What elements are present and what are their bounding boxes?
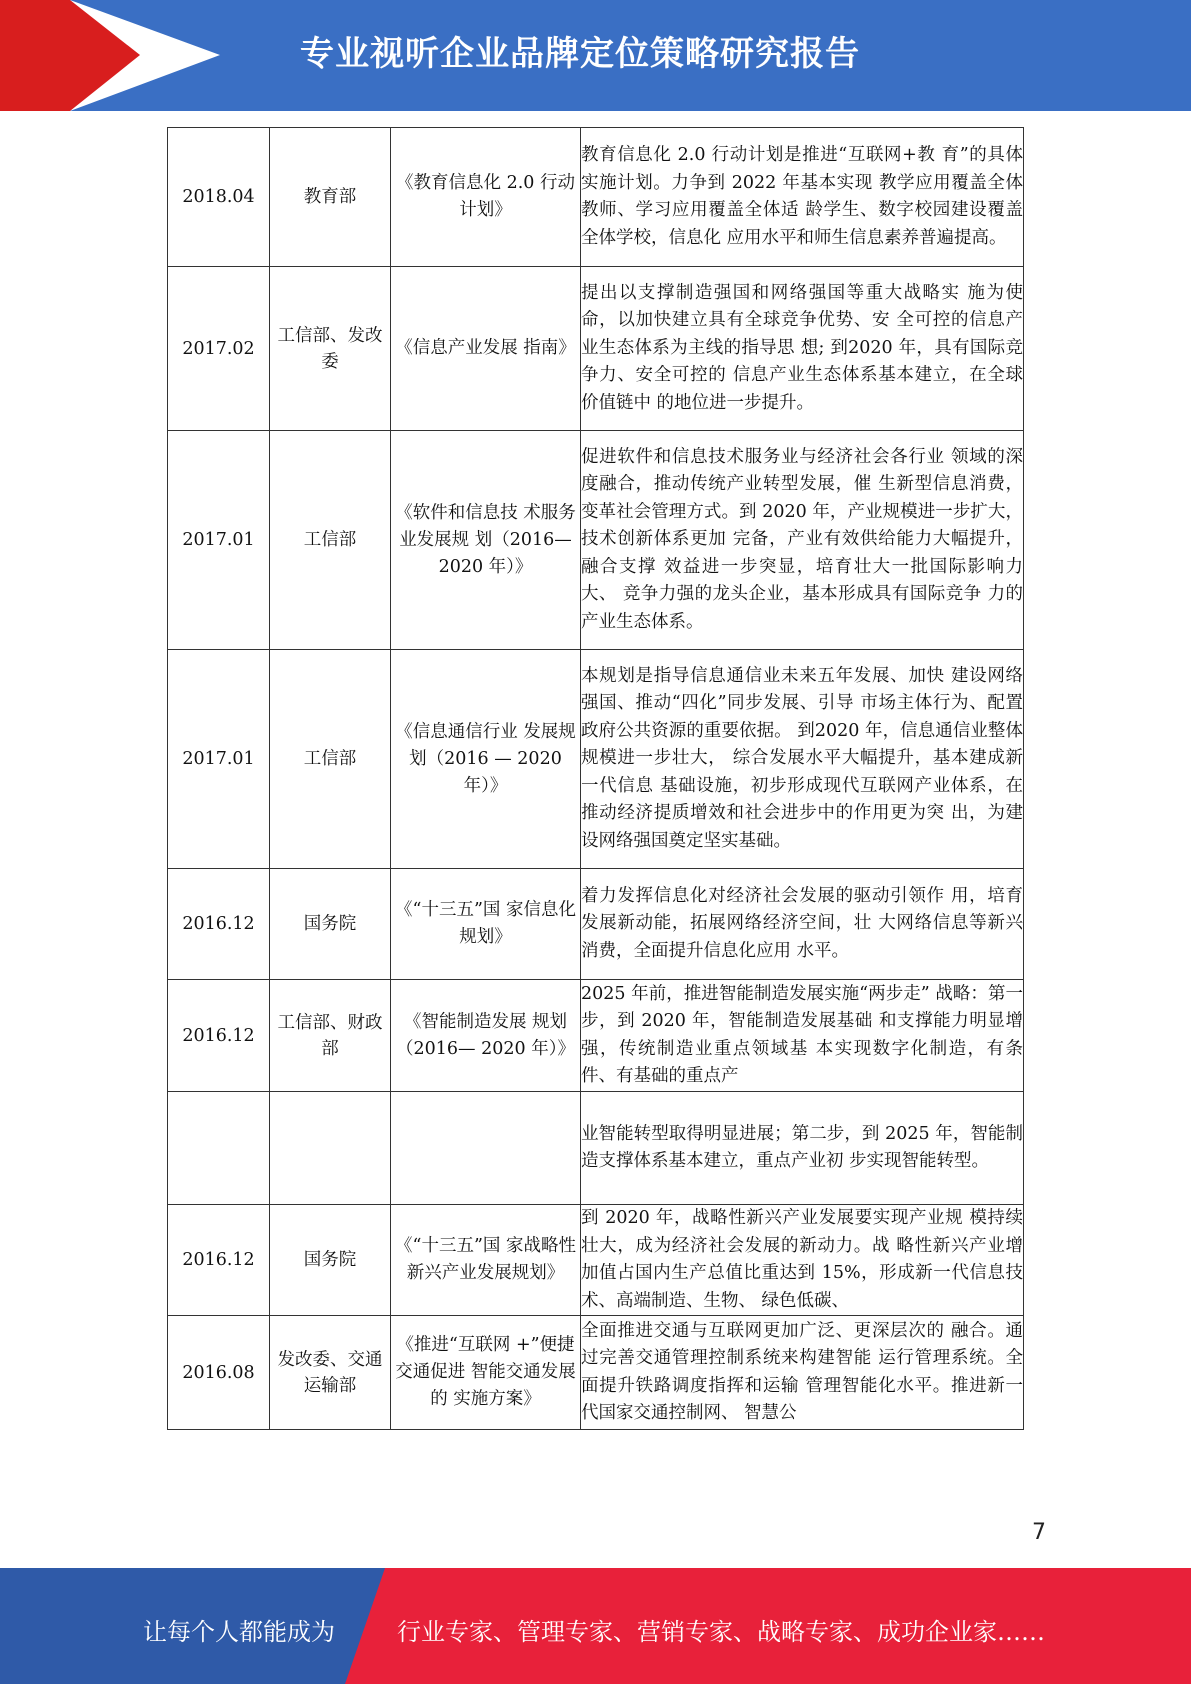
table-row bbox=[168, 869, 1024, 980]
page-title: 专业视听企业品牌定位策略研究报告 bbox=[300, 34, 860, 74]
table-row bbox=[168, 1092, 1024, 1205]
description-cell: 2025 年前，推进智能制造发展实施“两步走” 战略：第一步，到 2020 年，智能制造发展基础 和支撑能力明显增强，传统制造业重点领域基 本实现数字化制造，有条件、有基础的重点产 bbox=[581, 980, 1024, 1092]
header-chevron-red bbox=[70, 0, 140, 111]
description-cell: 全面推进交通与互联网更加广泛、更深层次的 融合。通过完善交通管理控制系统来构建智能 运行管理系统。全面提升铁路调度指挥和运输 管理智能化水平。推进新一代国家交通控制网、 智慧公 bbox=[581, 1316, 1024, 1430]
policy-table bbox=[167, 127, 1024, 1430]
department-cell: 工信部、发改委 bbox=[270, 267, 391, 431]
footer-right-text: 行业专家、管理专家、营销专家、战略专家、成功企业家…… bbox=[397, 1618, 1045, 1646]
document-cell: 《“十三五”国 家战略性新兴产业发展规划》 bbox=[391, 1205, 581, 1316]
table-row bbox=[168, 1316, 1024, 1430]
document-cell: 《智能制造发展 规划（2016— 2020 年）》 bbox=[391, 980, 581, 1092]
footer-left-text: 让每个人都能成为 bbox=[143, 1618, 335, 1646]
department-cell: 工信部 bbox=[270, 650, 391, 869]
document-cell: 《软件和信息技 术服务业发展规 划（2016— 2020 年）》 bbox=[391, 431, 581, 650]
description-cell: 本规划是指导信息通信业未来五年发展、加快 建设网络强国、推动“四化”同步发展、引导 市场主体行为、配置政府公共资源的重要依据。 到2020 年，信息通信业整体规模进一步壮大， 综合发展水平大幅提升，基本建成新一代信息 基础设施，初步形成现代互联网产业体系，在 推动经济提质增效和社会进步中的作用更为突 出，为建设网络强国奠定坚实基础。 bbox=[581, 650, 1024, 869]
date-cell: 2016.12 bbox=[168, 980, 270, 1092]
department-cell: 发改委、交通运输部 bbox=[270, 1316, 391, 1430]
department-cell: 教育部 bbox=[270, 128, 391, 267]
description-cell: 到 2020 年，战略性新兴产业发展要实现产业规 模持续壮大，成为经济社会发展的新动力。战 略性新兴产业增加值占国内生产总值比重达到 15%，形成新一代信息技术、高端制造、生物、 绿色低碳、 bbox=[581, 1205, 1024, 1316]
date-cell: 2016.08 bbox=[168, 1316, 270, 1430]
page-footer bbox=[0, 1568, 1191, 1684]
date-cell: 2016.12 bbox=[168, 1205, 270, 1316]
document-cell: 《教育信息化 2.0 行动计划》 bbox=[391, 128, 581, 267]
department-cell bbox=[270, 1092, 391, 1205]
date-cell: 2018.04 bbox=[168, 128, 270, 267]
table-row bbox=[168, 267, 1024, 431]
document-cell: 《信息产业发展 指南》 bbox=[391, 267, 581, 431]
date-cell: 2017.01 bbox=[168, 431, 270, 650]
table-row bbox=[168, 650, 1024, 869]
document-cell bbox=[391, 1092, 581, 1205]
department-cell: 国务院 bbox=[270, 869, 391, 980]
table-row bbox=[168, 431, 1024, 650]
table-row bbox=[168, 980, 1024, 1092]
department-cell: 工信部、财政部 bbox=[270, 980, 391, 1092]
document-cell: 《推进“互联网 +”便捷交通促进 智能交通发展的 实施方案》 bbox=[391, 1316, 581, 1430]
table-row bbox=[168, 128, 1024, 267]
date-cell: 2017.01 bbox=[168, 650, 270, 869]
description-cell: 业智能转型取得明显进展；第二步，到 2025 年，智能制造支撑体系基本建立，重点产业初 步实现智能转型。 bbox=[581, 1092, 1024, 1205]
document-cell: 《“十三五”国 家信息化规划》 bbox=[391, 869, 581, 980]
table-row bbox=[168, 1205, 1024, 1316]
date-cell: 2017.02 bbox=[168, 267, 270, 431]
page-header bbox=[0, 0, 1191, 111]
document-cell: 《信息通信行业 发展规划（2016 — 2020 年）》 bbox=[391, 650, 581, 869]
date-cell: 2016.12 bbox=[168, 869, 270, 980]
department-cell: 国务院 bbox=[270, 1205, 391, 1316]
description-cell: 提出以支撑制造强国和网络强国等重大战略实 施为使命，以加快建立具有全球竞争优势、安 全可控的信息产业生态体系为主线的指导思 想; 到2020 年，具有国际竞争力、安全可控的 信息产业生态体系基本建立，在全球价值链中 的地位进一步提升。 bbox=[581, 267, 1024, 431]
date-cell bbox=[168, 1092, 270, 1205]
description-cell: 促进软件和信息技术服务业与经济社会各行业 领域的深度融合，推动传统产业转型发展，催 生新型信息消费，变革社会管理方式。到 2020 年，产业规模进一步扩大，技术创新体系更加 完备，产业有效供给能力大幅提升，融合支撑 效益进一步突显，培育壮大一批国际影响力大、 竞争力强的龙头企业，基本形成具有国际竞争 力的产业生态体系。 bbox=[581, 431, 1024, 650]
description-cell: 教育信息化 2.0 行动计划是推进“互联网+教 育”的具体实施计划。力争到 2022 年基本实现 教学应用覆盖全体教师、学习应用覆盖全体适 龄学生、数字校园建设覆盖全体学校，信息化 应用水平和师生信息素养普遍提高。 bbox=[581, 128, 1024, 267]
description-cell: 着力发挥信息化对经济社会发展的驱动引领作 用，培育发展新动能，拓展网络经济空间，壮 大网络信息等新兴消费，全面提升信息化应用 水平。 bbox=[581, 869, 1024, 980]
page-number: 7 bbox=[1032, 1520, 1046, 1545]
department-cell: 工信部 bbox=[270, 431, 391, 650]
header-red-block bbox=[0, 0, 70, 111]
footer-blue-slant bbox=[345, 1568, 385, 1684]
